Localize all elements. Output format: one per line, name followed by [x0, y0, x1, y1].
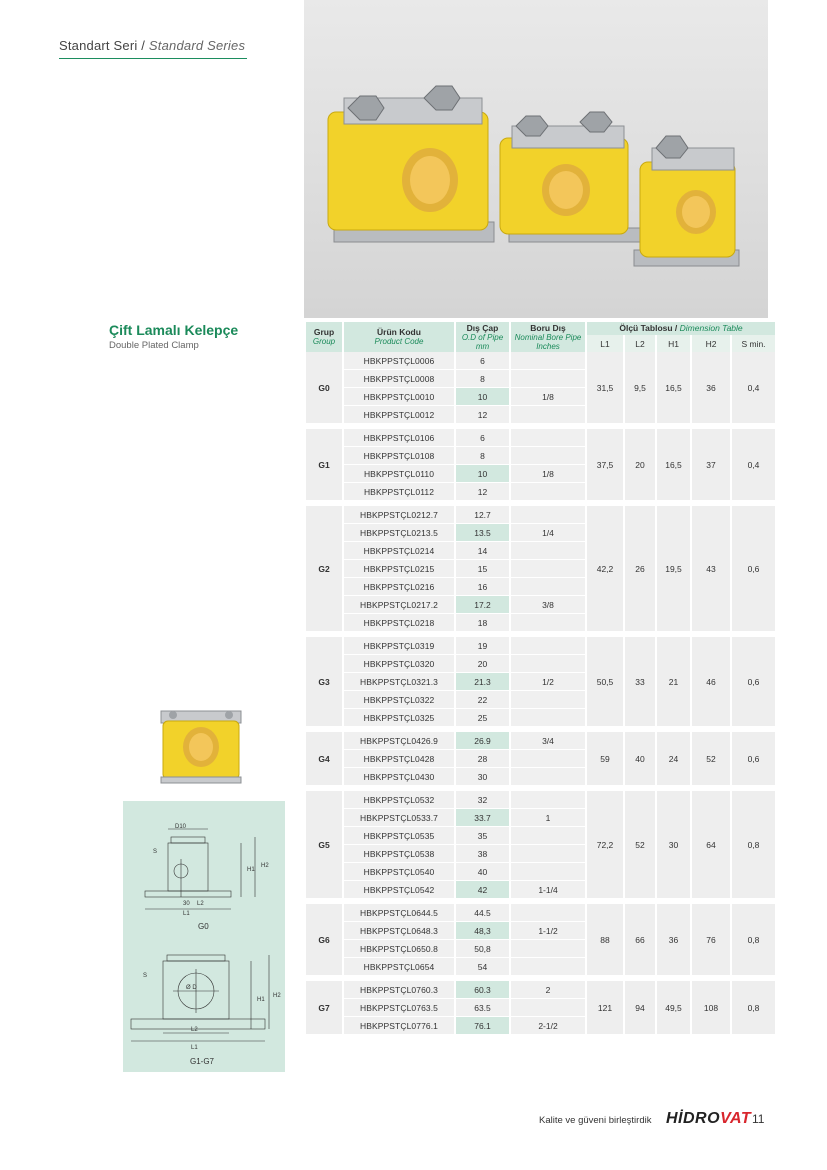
- od-cell: 8: [456, 370, 509, 388]
- product-code-cell: HBKPPSTÇL0320: [344, 655, 454, 673]
- od-cell: 21.3: [456, 673, 509, 691]
- nominal-bore-cell: [511, 370, 585, 388]
- product-code-cell: HBKPPSTÇL0217.2: [344, 596, 454, 614]
- h1-cell: 16,5: [657, 352, 690, 424]
- product-code-cell: HBKPPSTÇL0428: [344, 750, 454, 768]
- header-nb-tr: Boru Dış: [530, 322, 566, 333]
- nominal-bore-cell: [511, 578, 585, 596]
- header-code: [344, 322, 454, 352]
- nominal-bore-cell: [511, 845, 585, 863]
- table-row: [306, 637, 775, 655]
- od-cell: 60.3: [456, 981, 509, 999]
- h1-cell: 16,5: [657, 429, 690, 501]
- od-cell: 26.9: [456, 732, 509, 750]
- s-min-cell: 0,8: [732, 791, 775, 899]
- nominal-bore-cell: [511, 768, 585, 786]
- l1-cell: 72,2: [587, 791, 623, 899]
- h1-cell: 49,5: [657, 981, 690, 1035]
- s-min-cell: 0,8: [732, 904, 775, 976]
- nominal-bore-cell: [511, 352, 585, 370]
- header-code-en: Product Code: [374, 337, 424, 346]
- nominal-bore-cell: [511, 483, 585, 501]
- od-cell: 12: [456, 483, 509, 501]
- od-cell: 28: [456, 750, 509, 768]
- drawing-g-h2-label: H2: [273, 993, 281, 999]
- brand-logo-accent: VAT: [720, 1110, 752, 1127]
- od-cell: 19: [456, 637, 509, 655]
- product-code-cell: HBKPPSTÇL0108: [344, 447, 454, 465]
- od-cell: 13.5: [456, 524, 509, 542]
- l2-cell: 66: [625, 904, 655, 976]
- table-row: [306, 904, 775, 922]
- nominal-bore-cell: [511, 542, 585, 560]
- header-group-en: Group: [312, 337, 336, 346]
- s-min-cell: 0,6: [732, 506, 775, 632]
- table-body: [306, 352, 775, 1035]
- drawing-g-s-label: S: [143, 973, 148, 979]
- product-code-cell: HBKPPSTÇL0654: [344, 958, 454, 976]
- series-title-en: Standard Series: [148, 38, 246, 53]
- product-code-cell: HBKPPSTÇL0215: [344, 560, 454, 578]
- drawing-30-label: 30: [183, 901, 190, 907]
- product-code-cell: HBKPPSTÇL0648.3: [344, 922, 454, 940]
- od-cell: 32: [456, 791, 509, 809]
- nominal-bore-cell: [511, 709, 585, 727]
- nominal-bore-cell: [511, 406, 585, 424]
- l2-cell: 26: [625, 506, 655, 632]
- header-group: [306, 322, 342, 352]
- product-code-cell: HBKPPSTÇL0426.9: [344, 732, 454, 750]
- h2-cell: 52: [692, 732, 730, 786]
- group-cell: G5: [306, 791, 342, 899]
- l1-cell: 88: [587, 904, 623, 976]
- od-cell: 22: [456, 691, 509, 709]
- header-nb-en: Nominal Bore Pipe Inches: [514, 332, 582, 351]
- header-l1: L1: [587, 335, 623, 352]
- table-row: [306, 506, 775, 524]
- nominal-bore-cell: 1: [511, 809, 585, 827]
- nominal-bore-cell: 2: [511, 981, 585, 999]
- clamp-thumbnail: [157, 705, 245, 787]
- header-h2: H2: [692, 335, 730, 352]
- od-cell: 38: [456, 845, 509, 863]
- series-divider: [59, 58, 247, 59]
- nominal-bore-cell: [511, 506, 585, 524]
- od-cell: 54: [456, 958, 509, 976]
- header-smin: S min.: [732, 335, 775, 352]
- product-code-cell: HBKPPSTÇL0213.5: [344, 524, 454, 542]
- od-cell: 35: [456, 827, 509, 845]
- product-code-cell: HBKPPSTÇL0532: [344, 791, 454, 809]
- od-cell: 16: [456, 578, 509, 596]
- series-title: [59, 38, 245, 53]
- h2-cell: 64: [692, 791, 730, 899]
- nominal-bore-cell: [511, 940, 585, 958]
- nominal-bore-cell: [511, 614, 585, 632]
- product-code-cell: HBKPPSTÇL0538: [344, 845, 454, 863]
- drawing-s-label: S: [153, 849, 158, 855]
- group-cell: G2: [306, 506, 342, 632]
- product-code-cell: HBKPPSTÇL0430: [344, 768, 454, 786]
- l2-cell: 20: [625, 429, 655, 501]
- product-title: Çift Lamalı Kelepçe: [109, 322, 239, 338]
- group-cell: G6: [306, 904, 342, 976]
- h2-cell: 46: [692, 637, 730, 727]
- l1-cell: 59: [587, 732, 623, 786]
- od-cell: 17.2: [456, 596, 509, 614]
- l2-cell: 9,5: [625, 352, 655, 424]
- technical-drawing-svg: [123, 801, 285, 1072]
- drawing-d-label: D10: [175, 824, 187, 830]
- header-dim-tr: Ölçü Tablosu /: [619, 323, 678, 333]
- series-title-tr: Standart Seri /: [59, 38, 146, 53]
- od-cell: 10: [456, 388, 509, 406]
- table-row: [306, 981, 775, 999]
- drawing-l1-label: L1: [183, 911, 190, 917]
- header-h1: H1: [657, 335, 690, 352]
- nominal-bore-cell: [511, 560, 585, 578]
- nominal-bore-cell: [511, 750, 585, 768]
- header-dim-en: Dimension Table: [679, 323, 743, 333]
- product-code-cell: HBKPPSTÇL0322: [344, 691, 454, 709]
- product-subtitle: Double Plated Clamp: [109, 340, 199, 351]
- product-code-cell: HBKPPSTÇL0008: [344, 370, 454, 388]
- product-code-cell: HBKPPSTÇL0540: [344, 863, 454, 881]
- s-min-cell: 0,6: [732, 732, 775, 786]
- header-l2: L2: [625, 335, 655, 352]
- header-od: [456, 322, 509, 352]
- od-cell: 15: [456, 560, 509, 578]
- product-code-cell: HBKPPSTÇL0218: [344, 614, 454, 632]
- drawing-od-label: Ø D: [186, 985, 197, 991]
- group-cell: G1: [306, 429, 342, 501]
- product-code-cell: HBKPPSTÇL0535: [344, 827, 454, 845]
- od-cell: 8: [456, 447, 509, 465]
- od-cell: 18: [456, 614, 509, 632]
- header-od-en: O.D of Pipe mm: [461, 332, 504, 351]
- h2-cell: 36: [692, 352, 730, 424]
- nominal-bore-cell: 1/8: [511, 388, 585, 406]
- od-cell: 10: [456, 465, 509, 483]
- nominal-bore-cell: [511, 958, 585, 976]
- footer-tagline: Kalite ve güveni birleştirdik: [539, 1115, 652, 1126]
- nominal-bore-cell: [511, 904, 585, 922]
- product-code-cell: HBKPPSTÇL0325: [344, 709, 454, 727]
- od-cell: 50,8: [456, 940, 509, 958]
- header-dimension: [587, 322, 775, 335]
- header-group-tr: Grup: [313, 327, 335, 337]
- nominal-bore-cell: [511, 827, 585, 845]
- clamp-thumbnail-illustration: [157, 705, 245, 787]
- od-cell: 76.1: [456, 1017, 509, 1035]
- product-code-cell: HBKPPSTÇL0763.5: [344, 999, 454, 1017]
- drawing-l2-label: L2: [197, 901, 204, 907]
- group-cell: G3: [306, 637, 342, 727]
- od-cell: 12.7: [456, 506, 509, 524]
- l2-cell: 40: [625, 732, 655, 786]
- nominal-bore-cell: 2-1/2: [511, 1017, 585, 1035]
- product-code-cell: HBKPPSTÇL0214: [344, 542, 454, 560]
- l2-cell: 52: [625, 791, 655, 899]
- s-min-cell: 0,4: [732, 429, 775, 501]
- nominal-bore-cell: [511, 429, 585, 447]
- od-cell: 63.5: [456, 999, 509, 1017]
- nominal-bore-cell: 3/4: [511, 732, 585, 750]
- table-row: [306, 429, 775, 447]
- od-cell: 42: [456, 881, 509, 899]
- product-code-cell: HBKPPSTÇL0112: [344, 483, 454, 501]
- nominal-bore-cell: 1/4: [511, 524, 585, 542]
- drawing-g-l1-label: L1: [191, 1045, 198, 1051]
- l2-cell: 94: [625, 981, 655, 1035]
- s-min-cell: 0,4: [732, 352, 775, 424]
- nominal-bore-cell: 1/2: [511, 673, 585, 691]
- od-cell: 48,3: [456, 922, 509, 940]
- nominal-bore-cell: [511, 447, 585, 465]
- l2-cell: 33: [625, 637, 655, 727]
- od-cell: 40: [456, 863, 509, 881]
- nominal-bore-cell: [511, 655, 585, 673]
- dimension-table: [304, 322, 777, 1035]
- product-code-cell: HBKPPSTÇL0110: [344, 465, 454, 483]
- l1-cell: 121: [587, 981, 623, 1035]
- product-code-cell: HBKPPSTÇL0542: [344, 881, 454, 899]
- drawing-h1-label: H1: [247, 867, 255, 873]
- nominal-bore-cell: [511, 999, 585, 1017]
- s-min-cell: 0,6: [732, 637, 775, 727]
- product-code-cell: HBKPPSTÇL0321.3: [344, 673, 454, 691]
- drawing-g0-caption: G0: [198, 922, 209, 931]
- table-row: [306, 732, 775, 750]
- h2-cell: 108: [692, 981, 730, 1035]
- product-code-cell: HBKPPSTÇL0760.3: [344, 981, 454, 999]
- product-code-cell: HBKPPSTÇL0533.7: [344, 809, 454, 827]
- od-cell: 14: [456, 542, 509, 560]
- s-min-cell: 0,8: [732, 981, 775, 1035]
- od-cell: 44.5: [456, 904, 509, 922]
- nominal-bore-cell: [511, 863, 585, 881]
- od-cell: 30: [456, 768, 509, 786]
- l1-cell: 31,5: [587, 352, 623, 424]
- h1-cell: 36: [657, 904, 690, 976]
- od-cell: 25: [456, 709, 509, 727]
- group-cell: G7: [306, 981, 342, 1035]
- nominal-bore-cell: [511, 691, 585, 709]
- h2-cell: 76: [692, 904, 730, 976]
- product-code-cell: HBKPPSTÇL0644.5: [344, 904, 454, 922]
- product-code-cell: HBKPPSTÇL0106: [344, 429, 454, 447]
- h1-cell: 19,5: [657, 506, 690, 632]
- nominal-bore-cell: [511, 791, 585, 809]
- h1-cell: 24: [657, 732, 690, 786]
- nominal-bore-cell: [511, 637, 585, 655]
- product-code-cell: HBKPPSTÇL0010: [344, 388, 454, 406]
- table-row: [306, 791, 775, 809]
- l1-cell: 50,5: [587, 637, 623, 727]
- product-code-cell: HBKPPSTÇL0776.1: [344, 1017, 454, 1035]
- h2-cell: 43: [692, 506, 730, 632]
- product-code-cell: HBKPPSTÇL0012: [344, 406, 454, 424]
- h1-cell: 21: [657, 637, 690, 727]
- od-cell: 33.7: [456, 809, 509, 827]
- od-cell: 6: [456, 352, 509, 370]
- brand-logo-main: HİDRO: [666, 1110, 721, 1127]
- product-code-cell: HBKPPSTÇL0216: [344, 578, 454, 596]
- group-cell: G0: [306, 352, 342, 424]
- nominal-bore-cell: 1-1/4: [511, 881, 585, 899]
- product-photo: [304, 0, 768, 318]
- l1-cell: 42,2: [587, 506, 623, 632]
- product-code-cell: HBKPPSTÇL0212.7: [344, 506, 454, 524]
- group-cell: G4: [306, 732, 342, 786]
- h1-cell: 30: [657, 791, 690, 899]
- nominal-bore-cell: 1-1/2: [511, 922, 585, 940]
- product-code-cell: HBKPPSTÇL0319: [344, 637, 454, 655]
- nominal-bore-cell: 1/8: [511, 465, 585, 483]
- l1-cell: 37,5: [587, 429, 623, 501]
- od-cell: 6: [456, 429, 509, 447]
- clamp-photo-illustration: [304, 0, 768, 318]
- header-od-tr: Dış Çap: [466, 322, 499, 333]
- brand-logo: [666, 1110, 751, 1128]
- nominal-bore-cell: 3/8: [511, 596, 585, 614]
- od-cell: 12: [456, 406, 509, 424]
- technical-drawing: [123, 801, 285, 1072]
- drawing-g1g7-caption: G1-G7: [190, 1057, 215, 1066]
- product-code-cell: HBKPPSTÇL0650.8: [344, 940, 454, 958]
- h2-cell: 37: [692, 429, 730, 501]
- header-nb: [511, 322, 585, 352]
- drawing-h2-label: H2: [261, 863, 269, 869]
- table-row: [306, 352, 775, 370]
- product-code-cell: HBKPPSTÇL0006: [344, 352, 454, 370]
- od-cell: 20: [456, 655, 509, 673]
- drawing-g-h1-label: H1: [257, 997, 265, 1003]
- drawing-g-l2-label: L2: [191, 1027, 198, 1033]
- header-code-tr: Ürün Kodu: [377, 327, 421, 337]
- page-number: 11: [752, 1112, 765, 1126]
